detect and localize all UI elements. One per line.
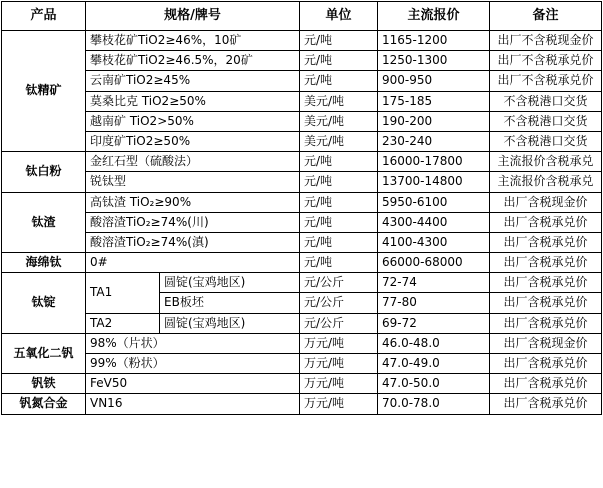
spec-cell: 攀枝花矿TiO2≥46%，10矿 xyxy=(86,31,300,51)
table-row xyxy=(2,31,602,51)
note-cell: 出厂不含税承兑价 xyxy=(490,51,602,71)
spec-detail-cell: 圆锭(宝鸡地区) xyxy=(160,273,300,293)
table-row xyxy=(2,333,602,353)
column-header-price: 主流报价 xyxy=(378,2,490,31)
unit-cell: 元/吨 xyxy=(300,51,378,71)
note-cell: 出厂含税承兑价 xyxy=(490,273,602,293)
table-row xyxy=(2,212,602,232)
note-cell: 出厂含税现金价 xyxy=(490,333,602,353)
spec-cell: 印度矿TiO2≥50% xyxy=(86,131,300,151)
table-row xyxy=(2,374,602,394)
price-cell: 70.0-78.0 xyxy=(378,394,490,414)
spec-cell: 莫桑比克 TiO2≥50% xyxy=(86,91,300,111)
unit-cell: 元/吨 xyxy=(300,31,378,51)
note-cell: 出厂含税承兑价 xyxy=(490,212,602,232)
price-cell: 77-80 xyxy=(378,293,490,313)
spec-detail-cell: 圆锭(宝鸡地区) xyxy=(160,313,300,333)
product-category-cell: 钛精矿 xyxy=(2,31,86,152)
spec-detail-cell: EB板坯 xyxy=(160,293,300,313)
spec-cell: 高钛渣 TiO₂≥90% xyxy=(86,192,300,212)
price-cell: 13700-14800 xyxy=(378,172,490,192)
product-category-cell: 五氧化二钒 xyxy=(2,333,86,373)
table-row xyxy=(2,172,602,192)
note-cell: 出厂含税承兑价 xyxy=(490,313,602,333)
table-row xyxy=(2,232,602,252)
note-cell: 不含税港口交货 xyxy=(490,111,602,131)
spec-grade-cell: TA2 xyxy=(86,313,160,333)
unit-cell: 元/公斤 xyxy=(300,293,378,313)
product-category-cell: 钛白粉 xyxy=(2,152,86,192)
note-cell: 出厂含税承兑价 xyxy=(490,293,602,313)
product-category-cell: 钛锭 xyxy=(2,273,86,334)
table-row xyxy=(2,313,602,333)
spec-grade-cell: TA1 xyxy=(86,273,160,313)
unit-cell: 元/公斤 xyxy=(300,273,378,293)
table-row xyxy=(2,273,602,293)
unit-cell: 万元/吨 xyxy=(300,333,378,353)
price-cell: 230-240 xyxy=(378,131,490,151)
spec-cell: FeV50 xyxy=(86,374,300,394)
spec-cell: 98%（片状） xyxy=(86,333,300,353)
table-row xyxy=(2,51,602,71)
price-cell: 66000-68000 xyxy=(378,253,490,273)
unit-cell: 美元/吨 xyxy=(300,131,378,151)
unit-cell: 万元/吨 xyxy=(300,394,378,414)
unit-cell: 美元/吨 xyxy=(300,111,378,131)
price-cell: 175-185 xyxy=(378,91,490,111)
note-cell: 出厂含税承兑价 xyxy=(490,253,602,273)
unit-cell: 元/吨 xyxy=(300,71,378,91)
unit-cell: 万元/吨 xyxy=(300,354,378,374)
column-header-note: 备注 xyxy=(490,2,602,31)
price-cell: 5950-6100 xyxy=(378,192,490,212)
price-cell: 1250-1300 xyxy=(378,51,490,71)
note-cell: 主流报价含税承兑 xyxy=(490,152,602,172)
unit-cell: 美元/吨 xyxy=(300,91,378,111)
table-row xyxy=(2,354,602,374)
price-cell: 16000-17800 xyxy=(378,152,490,172)
spec-cell: 酸溶渣TiO₂≥74%(川) xyxy=(86,212,300,232)
spec-cell: 越南矿 TiO2>50% xyxy=(86,111,300,131)
table-row xyxy=(2,91,602,111)
table-row xyxy=(2,111,602,131)
product-category-cell: 海绵钛 xyxy=(2,253,86,273)
unit-cell: 元/吨 xyxy=(300,212,378,232)
column-header-product: 产品 xyxy=(2,2,86,31)
price-cell: 47.0-50.0 xyxy=(378,374,490,394)
price-cell: 69-72 xyxy=(378,313,490,333)
table-row xyxy=(2,152,602,172)
unit-cell: 元/吨 xyxy=(300,253,378,273)
note-cell: 出厂不含税承兑价 xyxy=(490,71,602,91)
note-cell: 出厂含税承兑价 xyxy=(490,394,602,414)
price-cell: 4300-4400 xyxy=(378,212,490,232)
note-cell: 主流报价含税承兑 xyxy=(490,172,602,192)
unit-cell: 元/公斤 xyxy=(300,313,378,333)
table-row xyxy=(2,253,602,273)
price-cell: 47.0-49.0 xyxy=(378,354,490,374)
note-cell: 出厂含税承兑价 xyxy=(490,374,602,394)
product-category-cell: 钛渣 xyxy=(2,192,86,253)
unit-cell: 元/吨 xyxy=(300,192,378,212)
table-row xyxy=(2,394,602,414)
price-cell: 4100-4300 xyxy=(378,232,490,252)
spec-cell: 0# xyxy=(86,253,300,273)
note-cell: 出厂含税承兑价 xyxy=(490,354,602,374)
spec-cell: 99%（粉状） xyxy=(86,354,300,374)
spec-cell: 金红石型（硫酸法） xyxy=(86,152,300,172)
table-row xyxy=(2,131,602,151)
spec-cell: VN16 xyxy=(86,394,300,414)
table-row xyxy=(2,192,602,212)
price-table xyxy=(1,1,602,415)
spec-cell: 云南矿TiO2≥45% xyxy=(86,71,300,91)
column-header-unit: 单位 xyxy=(300,2,378,31)
note-cell: 出厂含税承兑价 xyxy=(490,232,602,252)
column-header-spec: 规格/牌号 xyxy=(86,2,300,31)
spec-cell: 酸溶渣TiO₂≥74%(滇) xyxy=(86,232,300,252)
product-category-cell: 钒铁 xyxy=(2,374,86,394)
spec-cell: 攀枝花矿TiO2≥46.5%，20矿 xyxy=(86,51,300,71)
note-cell: 出厂含税现金价 xyxy=(490,192,602,212)
price-cell: 190-200 xyxy=(378,111,490,131)
price-cell: 72-74 xyxy=(378,273,490,293)
note-cell: 不含税港口交货 xyxy=(490,131,602,151)
table-header-row xyxy=(2,2,602,31)
unit-cell: 元/吨 xyxy=(300,152,378,172)
price-cell: 46.0-48.0 xyxy=(378,333,490,353)
note-cell: 不含税港口交货 xyxy=(490,91,602,111)
product-category-cell: 钒氮合金 xyxy=(2,394,86,414)
table-row xyxy=(2,71,602,91)
unit-cell: 万元/吨 xyxy=(300,374,378,394)
unit-cell: 元/吨 xyxy=(300,232,378,252)
unit-cell: 元/吨 xyxy=(300,172,378,192)
price-cell: 1165-1200 xyxy=(378,31,490,51)
table-body xyxy=(2,31,602,415)
spec-cell: 锐钛型 xyxy=(86,172,300,192)
price-cell: 900-950 xyxy=(378,71,490,91)
note-cell: 出厂不含税现金价 xyxy=(490,31,602,51)
